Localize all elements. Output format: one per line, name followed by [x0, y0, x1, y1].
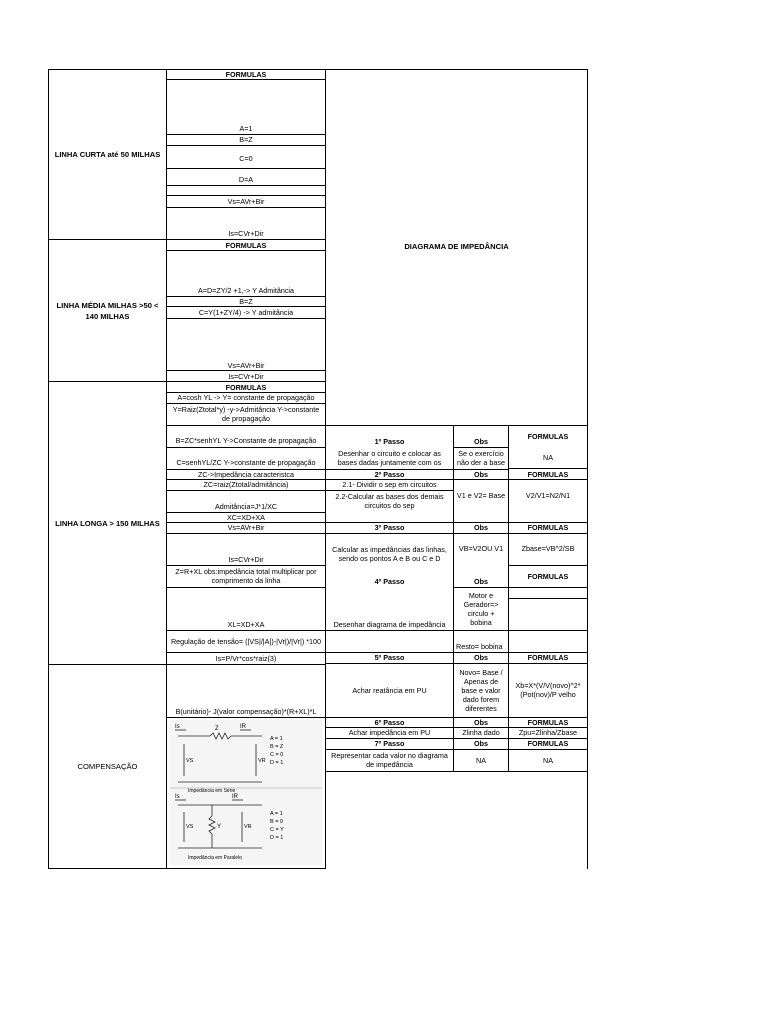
curta-formula-b: B=Z: [239, 135, 253, 144]
step-1-formulas-header: FORMULAS: [527, 432, 569, 441]
step-4-desc: Desenhar diagrama de impedância: [333, 620, 446, 629]
step-4-obs-2: Resto= bobina: [456, 642, 503, 651]
curta-formula-vs: Vs=AVr+Bir: [227, 197, 265, 206]
step-3-desc: Calcular as impedâncias das linhas, sendo os pontos A e B ou C e D: [332, 545, 447, 563]
paralelo-param-d: D = 1: [270, 835, 284, 841]
label-linha-longa: LINHA LONGA > 150 MILHAS: [55, 518, 160, 528]
step-5-obs: Novo= Base / Apenas de base e valor dado forem diferentes: [459, 667, 503, 713]
curta-formula-c: C=0: [239, 153, 253, 163]
step-2-obs: V1 e V2= Base: [456, 491, 506, 500]
step-2-formula: V2/V1=N2/N1: [525, 491, 571, 500]
serie-caption: Impedância em Série: [188, 788, 236, 794]
label-linha-curta: LINHA CURTA até 50 MILHAS: [54, 150, 161, 159]
longa-formula-z: Z=R+XL obs:impedância total multiplicar por comprimento da linha: [175, 567, 317, 585]
step-5-formula: Xb=X*(V/V(novo)^2*(Pot(nov)/P velho: [515, 681, 581, 699]
border-bottom: [48, 868, 325, 869]
step-6-obs-header: Obs: [474, 717, 488, 727]
longa-formula-xl: XL=XD+XA: [227, 620, 265, 629]
step-4-obs: Motor e Gerador=> circulo + bobina: [463, 590, 499, 627]
step-3-label: 3º Passo: [374, 523, 405, 532]
media-formula-vs: Vs=AVr+Bir: [227, 360, 265, 370]
serie-vs-label: VS: [186, 758, 194, 764]
step-4-obs-header: Obs: [474, 577, 488, 586]
curta-formula-a: A=1: [239, 123, 253, 133]
step-5-formulas-header: FORMULAS: [527, 653, 569, 662]
step-2-desc-2: 2.2-Calcular as bases dos demais circuitos do sep: [335, 492, 444, 510]
diagram-title: DIAGRAMA DE IMPEDÂNCIA: [404, 241, 509, 251]
serie-param-d: D = 1: [270, 760, 284, 766]
serie-param-c: C = 0: [270, 752, 284, 758]
circuit-diagram-figure: [170, 720, 322, 865]
paralelo-y-label: Y: [217, 824, 222, 830]
step-6-obs: Zlinha dado: [462, 728, 500, 737]
step-7-label: 7º Passo: [374, 739, 405, 748]
longa-formula-zc: ZC->Impedância caracteristca: [197, 469, 295, 479]
longa-formulas-header: FORMULAS: [225, 382, 267, 392]
step-1-label: 1º Passo: [374, 437, 405, 446]
step-3-obs-header: Obs: [474, 523, 488, 532]
step-4-formulas-header: FORMULAS: [527, 571, 569, 581]
step-1-obs-header: Obs: [474, 437, 488, 446]
longa-formula-y: Y=Raiz(Ztotal*y) -y->Admitância Y->constante de propagação: [172, 405, 320, 423]
longa-formula-admitancia: Admitância=J*1/XC: [214, 502, 278, 511]
step-7-obs-header: Obs: [474, 739, 488, 748]
step-6-label: 6º Passo: [374, 717, 405, 727]
longa-formula-is: Is=CVr+Dir: [228, 555, 264, 564]
step-5-obs-header: Obs: [474, 653, 488, 662]
step-3-obs: VB=V2OU V1: [458, 544, 504, 553]
step-1-formula: NA: [543, 453, 553, 462]
step-5-label: 5º Passo: [374, 653, 405, 662]
paralelo-vs-label: VS: [186, 824, 194, 830]
curta-formulas-header: FORMULAS: [225, 69, 267, 79]
serie-ir-label: IR: [240, 724, 246, 730]
serie-param-b: B = Z: [270, 744, 284, 750]
step-2-desc-1: 2.1- Dividir o sep em circuitos: [342, 480, 437, 489]
paralelo-is-label: Is: [175, 794, 180, 800]
label-compensacao: COMPENSAÇÃO: [77, 762, 138, 771]
longa-formula-xc: XC=XD+XA: [227, 512, 265, 522]
paralelo-ir-label: IR: [232, 794, 238, 800]
media-formula-is: Is=CVr+Dir: [228, 371, 264, 381]
step-2-obs-header: Obs: [474, 469, 488, 479]
longa-formula-vs: Vs=AVr+Bir: [227, 523, 265, 532]
longa-formula-a: A=cosh YL -> Y= constante de propagação: [177, 393, 315, 402]
compensacao-formula: B(unitário)- J(valor compensação)*(R+XL)*L: [175, 706, 317, 716]
longa-formula-regulacao: Regulação de tensão= (|VS|/|A|)-|Vr|)/|Vr|) *100: [170, 636, 322, 646]
step-6-formula: Zpu=Zlinha/Zbase: [518, 728, 578, 737]
media-formula-c: C=Y(1+ZY/4) -> Y admitância: [198, 307, 294, 317]
step-7-formulas-header: FORMULAS: [527, 739, 569, 748]
paralelo-param-c: C = Y: [270, 827, 284, 833]
longa-formula-c: C=senhYL/ZC Y->constante de propagação: [176, 458, 316, 467]
step-7-obs: NA: [476, 755, 486, 765]
curta-formula-is: Is=CVr+Dir: [228, 229, 264, 238]
serie-param-a: A = 1: [270, 736, 283, 742]
serie-z-label: Z: [215, 726, 219, 732]
step-6-desc: Achar impedância em PU: [348, 728, 431, 737]
media-formula-a: A=D=ZY/2 +1,-> Y Admitância: [197, 286, 295, 295]
longa-formula-zc-raiz: ZC=raiz(Ztotal/admitância): [203, 480, 289, 489]
serie-is-label: Is: [175, 724, 180, 730]
paralelo-vr-label: VR: [244, 824, 252, 830]
media-formula-b: B=Z: [239, 296, 253, 306]
step-3-formulas-header: FORMULAS: [527, 523, 569, 532]
label-linha-media: LINHA MÉDIA MILHAS >50 < 140 MILHAS: [56, 300, 159, 321]
step-7-desc: Representar cada valor no diagrama de impedância: [331, 751, 448, 769]
media-formulas-header: FORMULAS: [225, 240, 267, 250]
longa-formula-b: B=ZC*senhYL Y->Constante de propagação: [175, 436, 317, 445]
curta-formula-d: D=A: [238, 174, 254, 184]
paralelo-param-a: A = 1: [270, 811, 283, 817]
step-2-label: 2º Passo: [374, 469, 405, 479]
serie-vr-label: VR: [258, 758, 266, 764]
paralelo-param-b: B = 0: [270, 819, 283, 825]
paralelo-caption: Impedância em Paralelo: [188, 855, 242, 861]
step-1-desc: Desenhar o circuito e colocar as bases dadas juntamente com os: [337, 449, 442, 467]
step-3-formula: Zbase=VB^2/SB: [521, 544, 575, 553]
step-7-formula: NA: [543, 755, 553, 765]
step-4-label: 4º Passo: [374, 577, 405, 586]
longa-formula-is-p: Is=P/Vr*cos*raiz(3): [215, 653, 277, 663]
step-2-formulas-header: FORMULAS: [527, 469, 569, 479]
step-6-formulas-header: FORMULAS: [527, 717, 569, 727]
step-1-obs: Se o exercício não der a base: [457, 449, 505, 467]
step-5-desc: Achar reatância em PU: [352, 685, 427, 695]
